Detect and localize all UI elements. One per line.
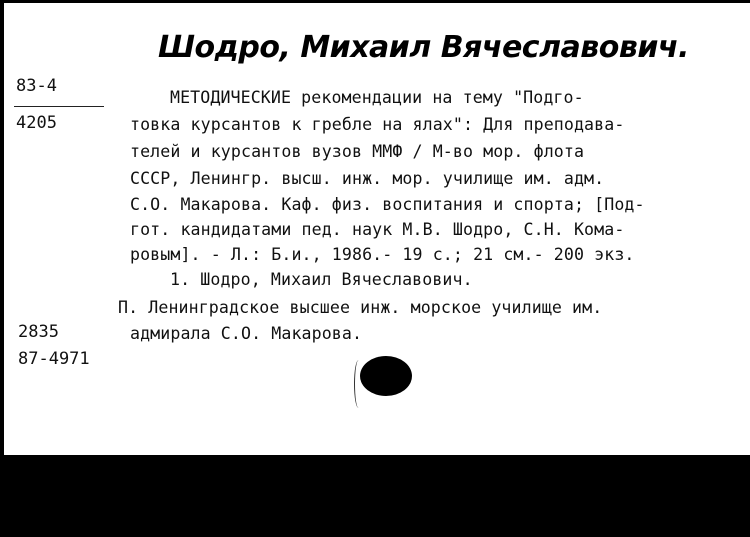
punch-hole <box>360 356 412 396</box>
card-text-line: гот. кандидатами пед. наук М.В. Шодро, С.Н. Кома- <box>130 220 625 239</box>
call-number-top: 83-4 <box>16 76 57 96</box>
card-text-line: МЕТОДИЧЕСКИЕ рекомендации на тему "Подго- <box>170 88 584 107</box>
card-top-edge <box>0 0 750 3</box>
card-text-line: товка курсантов к гребле на ялах": Для преподава- <box>130 115 625 134</box>
card-text-line: С.О. Макарова. Каф. физ. воспитания и спорта; [Под- <box>130 195 645 214</box>
card-text-line: телей и курсантов вузов ММФ / М-во мор. флота <box>130 142 585 161</box>
call-number-divider <box>14 106 104 107</box>
card-text-line: ровым]. - Л.: Б.и., 1986.- 19 с.; 21 см.- 200 экз. <box>130 245 635 264</box>
call-number-bottom: 4205 <box>16 113 57 133</box>
card-heading: Шодро, Михаил Вячеславович. <box>158 30 689 65</box>
accession-number: 2835 <box>18 322 59 342</box>
scan-bottom-border <box>0 455 750 537</box>
card-text-line: П. Ленинградское высшее инж. морское училище им. <box>118 298 603 317</box>
registration-number: 87-4971 <box>18 349 90 369</box>
card-text-line: СССР, Ленингр. высш. инж. мор. училище им. адм. <box>130 169 605 188</box>
card-text-line: адмирала С.О. Макарова. <box>130 324 363 343</box>
card-left-edge <box>0 0 4 455</box>
card-text-line: 1. Шодро, Михаил Вячеславович. <box>170 270 473 289</box>
